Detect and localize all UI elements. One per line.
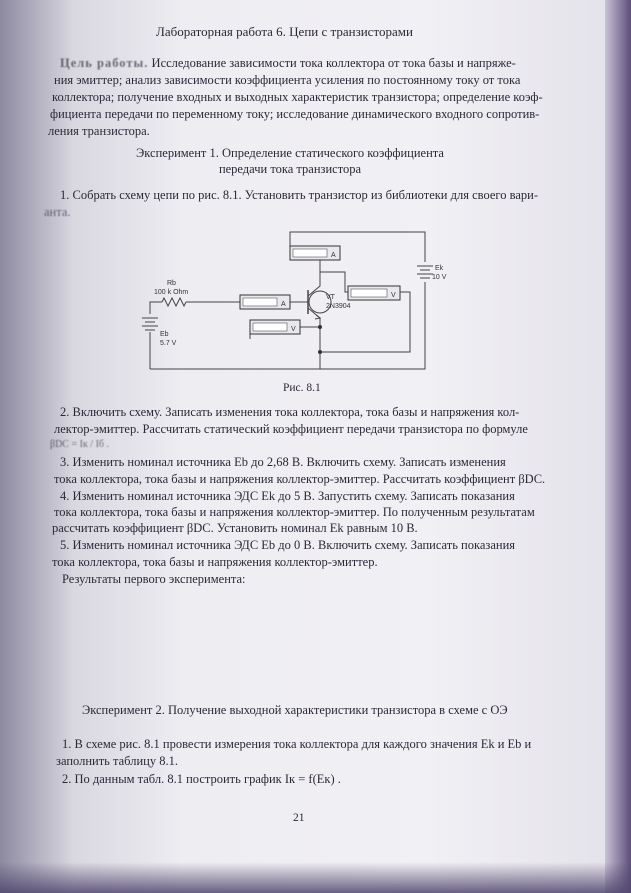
step-4-line-3: рассчитать коэффициент βDC. Установить номинал Ek равным 10 В. xyxy=(52,521,418,535)
eb-value: 5.7 V xyxy=(160,340,177,347)
step-2-line-1: 2. Включить схему. Записать изменения тока коллектора, тока базы и напряжения кол- xyxy=(60,405,520,419)
results-label: Результаты первого эксперимента: xyxy=(62,572,246,586)
eb-label: Eb xyxy=(160,331,169,338)
goal-line-2: ния эмиттер; анализ зависимости коэффициента усиления по постоянному току от тока xyxy=(54,73,521,87)
goal-label: Цель работы. xyxy=(60,56,149,70)
exp2-step2: 2. По данным табл. 8.1 построить график Iк = f(Eк) . xyxy=(62,772,341,786)
goal-line-3: коллектора; получение входных и выходных характеристик транзистора; определение коэф- xyxy=(52,90,543,104)
ammeter-collector-unit: A xyxy=(331,252,336,259)
step-3-line-1: 3. Изменить номинал источника Eb до 2,68 В. Включить схему. Записать изменения xyxy=(60,455,506,469)
exp1-title-1: Эксперимент 1. Определение статического коэффициента xyxy=(136,146,444,160)
ammeter-collector xyxy=(290,246,340,260)
step-2-line-2: лектор-эмиттер. Рассчитать статический коэффициент передачи транзистора по формуле xyxy=(54,422,528,436)
step-3-line-2: тока коллектора, тока базы и напряжения коллектор-эмиттер. Рассчитать коэффициент βDC. xyxy=(54,472,546,486)
goal-line-5: ления транзистора. xyxy=(48,124,150,138)
rb-label: Rb xyxy=(167,280,176,287)
ammeter-base xyxy=(240,295,290,309)
page-header: Лабораторная работа 6. Цепи с транзисторами xyxy=(156,24,413,39)
goal-line-1: Цель работы. Исследование зависимости тока коллектора от тока базы и напряже- xyxy=(60,56,516,70)
exp2-title: Эксперимент 2. Получение выходной характеристики транзистора в схеме с ОЭ xyxy=(82,703,508,717)
voltmeter-be-unit: V xyxy=(291,326,296,333)
ek-value: 10 V xyxy=(432,274,447,281)
step-2-formula: βDC = Iк / Iб . xyxy=(50,439,110,450)
vt-model: 2N3904 xyxy=(326,303,351,310)
exp1-step1-line-2: анта. xyxy=(44,205,71,219)
voltmeter-ce-unit: V xyxy=(391,292,396,299)
voltmeter-ce xyxy=(348,286,400,300)
ek-label: Ek xyxy=(435,265,444,272)
page-edge-shadow xyxy=(605,0,631,893)
goal-line-4: фициента передачи по переменному току; исследование динамического входного сопротив- xyxy=(50,107,540,121)
figure-caption: Рис. 8.1 xyxy=(283,382,321,394)
bottom-shadow xyxy=(0,862,631,893)
exp2-step1-line-2: заполнить таблицу 8.1. xyxy=(56,754,178,768)
step-4-line-2: тока коллектора, тока базы и напряжения коллектор-эмиттер. По полученным результатам xyxy=(54,505,535,519)
exp1-step1-line-1: 1. Собрать схему цепи по рис. 8.1. Установить транзистор из библиотеки для своего вари- xyxy=(60,188,538,202)
ammeter-base-unit: A xyxy=(281,301,286,308)
step-5-line-2: тока коллектора, тока базы и напряжения коллектор-эмиттер. xyxy=(52,555,378,569)
rb-value: 100 k Ohm xyxy=(154,289,189,296)
voltmeter-be xyxy=(250,320,300,334)
exp2-step1-line-1: 1. В схеме рис. 8.1 провести измерения тока коллектора для каждого значения Ek и Eb и xyxy=(62,737,532,751)
page-number: 21 xyxy=(293,812,305,824)
vt-label: VT xyxy=(326,294,335,301)
circuit-diagram xyxy=(140,222,450,382)
step-5-line-1: 5. Изменить номинал источника ЭДС Eb до 0 В. Включить схему. Записать показания xyxy=(60,538,516,552)
step-4-line-1: 4. Изменить номинал источника ЭДС Ek до 5 В. Запустить схему. Записать показания xyxy=(60,489,515,503)
exp1-title-2: передачи тока транзистора xyxy=(218,162,362,176)
